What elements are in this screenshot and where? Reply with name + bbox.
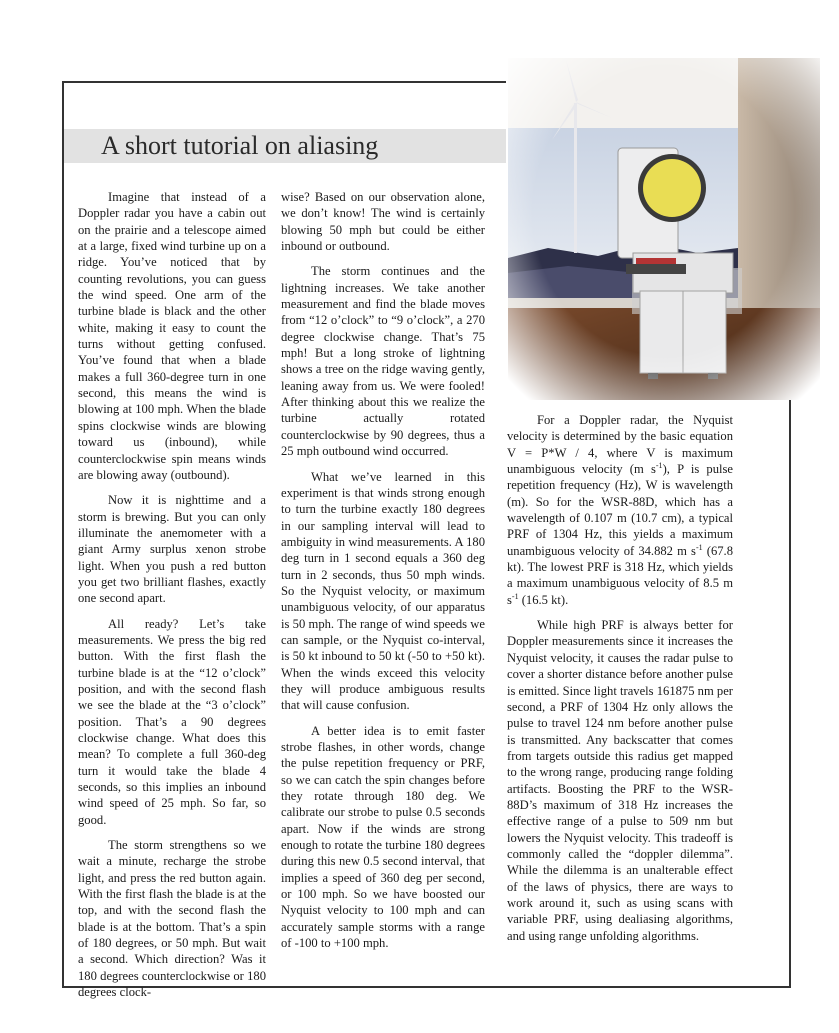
- paragraph: All ready? Let’s take measurements. We press the big red button. With the first flash the turbine blade is at the “12 o’clock” position, and with the second flash we see the blade at the “3 o’clock” position. That’s a 90 degrees clockwise change. What does this mean? To complete a full 360-deg turn it would take the blade 4 seconds, so this implies an inbound wind speed of 25 mph. So far, so good.: [78, 616, 266, 827]
- superscript: -1: [511, 591, 519, 601]
- text-run: (16.5 kt).: [518, 592, 569, 607]
- text-run: For a Doppler radar, the Nyquist velocity is determined by the basic equation V = P*W / 4, where V is maximum unambiguous velocity (m s: [507, 413, 733, 477]
- photo-wind-turbine-and-profile-projector: [508, 58, 820, 400]
- text-column-2: [281, 189, 485, 960]
- frame-left-rule: [62, 81, 64, 987]
- frame-top-rule: [62, 81, 506, 83]
- page-title: A short tutorial on aliasing: [101, 131, 379, 160]
- paragraph: [507, 412, 733, 608]
- paragraph: While high PRF is always better for Doppler measurements since it increases the Nyquist velocity, it causes the radar pulse to cover a shorter distance before another pulse is emitted. Since light travels 161875 nm per second, a PRF of 1304 Hz only allows the pulse to travel 124 nm before another pulse is transmitted. Any backscatter that comes from targets outside this radius get mapped to the wrong range, producing range folding artifacts. Boosting the PRF to the WSR-88D’s maximum of 318 Hz increases the effective range of a pulse to 509 nm but lowers the Nyquist velocity. This tradeoff is commonly called the “doppler dilemma”. While the dilemma is an unalterable effect of the laws of physics, there are ways to work around it, such as using scans with variable PRF, using dealiasing algorithms, and using range unfolding algorithms.: [507, 618, 733, 943]
- text-run: (67.8 kt). The lowest PRF is 318 Hz, which yields a maximum unambiguous velocity of 8.5 m s: [507, 543, 733, 607]
- paragraph: Imagine that instead of a Doppler radar you have a cabin out on the prairie and a telescope aimed at a large, fixed wind turbine up on a ridge. You’ve noticed that by counting revolutions, you can guess the wind speed. One arm of the turbine blade is black and the other white, making it easy to count the turns without getting confused. You’ve found that when a blade makes a full 360-degree turn in one second, this means the wind is blowing at 100 mph. When the blade spins clockwise winds are blowing toward us (inbound), while counterclockwise spin means winds are blowing away (outbound).: [78, 190, 266, 482]
- paragraph: wise? Based on our observation alone, we don’t know! The wind is certainly blowing 50 mph but could be either inbound or outbound.: [281, 190, 485, 254]
- paragraph: A better idea is to emit faster strobe flashes, in other words, change the pulse repetition frequency or PRF, so we can catch the spin changes before they rotate through 180 deg. We calibrate our strobe to pulse 0.5 seconds apart. Now if the winds are strong enough to rotate the turbine 180 degrees during this new 0.5 second interval, that implies a speed of 360 deg per second, or 100 mph. So we have boosted our Nyquist velocity to 100 mph and can accurately sample storms with a range of -100 to +100 mph.: [281, 723, 485, 951]
- frame-right-rule: [789, 400, 791, 988]
- superscript: -1: [655, 460, 663, 470]
- paragraph: Now it is nighttime and a storm is brewing. But you can only illuminate the anemometer with a giant Army surplus xenon strobe light. When you push a red button you get two brilliant flashes, exactly one second apart.: [78, 493, 266, 606]
- paragraph: What we’ve learned in this experiment is that winds strong enough to turn the turbine exactly 180 degrees in our sampling interval will lead to ambiguity in wind measurements. A 180 deg turn in 1 second equals a 360 deg turn in 2 seconds, thus 50 mph winds. So the Nyquist velocity, or maximum unambiguous velocity, of our apparatus is 50 mph. The range of wind speeds we can sample, or the Nyquist co-interval, is 50 kt inbound to 50 kt (-50 to +50 kt). When the winds exceed this velocity they will produce ambiguous results that will cause confusion.: [281, 469, 485, 713]
- superscript: -1: [695, 542, 703, 552]
- paragraph: The storm continues and the lightning increases. We take another measurement and find the blade moves from “12 o’clock” to “9 o’clock”, a 270 degree clockwise change. That’s 75 mph! But a long stroke of lightning shows a tree on the ridge waving gently, leaning away from us. We were fooled! After thinking about this we realize the turbine actually rotated counterclockwise by 90 degrees, thus a 25 mph outbound wind occurred.: [281, 264, 485, 459]
- text-column-3: [507, 412, 733, 953]
- paragraph: The storm strengthens so we wait a minute, recharge the strobe light, and press the red button again. With the first flash the blade is at the top, and with the second flash the blade is at the bottom. That’s a spin of 180 degrees, or 50 mph. But wait a second. Which direction? Was it 180 degrees counterclockwise or 180 degrees clock-: [78, 838, 266, 1000]
- text-column-1: [78, 189, 266, 1010]
- text-run: ), P is pulse repetition frequency (Hz), W is wavelength (m). So for the WSR-88D, which has a wavelength of 0.107 m (10.7 cm), a typical PRF of 1304 Hz, this yields a maximum unambiguous velocity of 34.882 m s: [507, 462, 733, 558]
